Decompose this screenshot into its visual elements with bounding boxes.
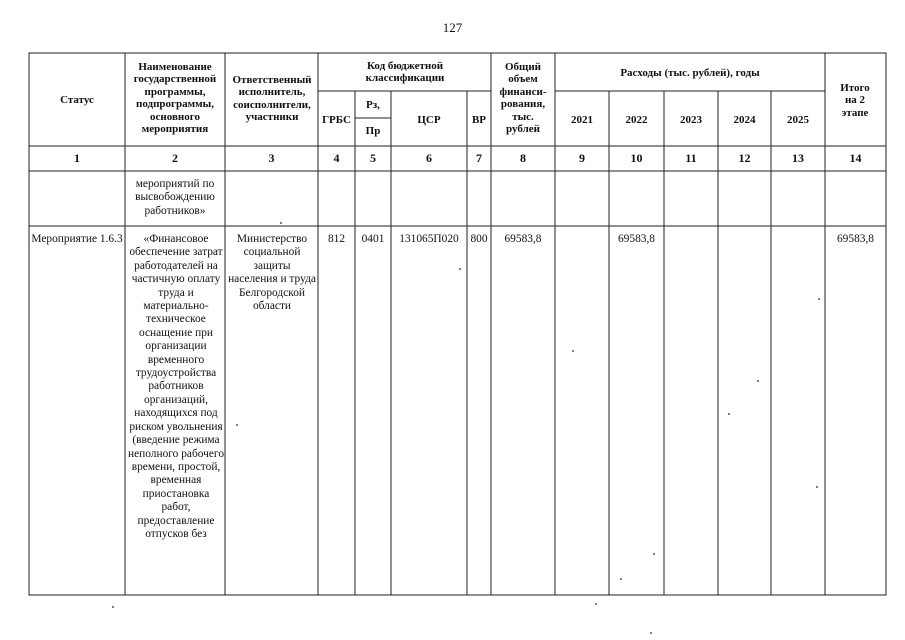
header-expenses: Расходы (тыс. рублей), годы bbox=[620, 67, 760, 79]
column-number: 4 bbox=[333, 151, 340, 165]
scan-speck bbox=[757, 380, 759, 382]
column-number: 5 bbox=[370, 151, 376, 165]
header-program-name: Наименование государственной программы, подпрограммы, основного мероприятия bbox=[133, 61, 217, 136]
header-vr: ВР bbox=[471, 114, 487, 126]
header-csr: ЦСР bbox=[417, 114, 441, 126]
header-grbs: ГРБС bbox=[322, 114, 351, 126]
column-number: 6 bbox=[426, 151, 432, 165]
column-number: 3 bbox=[268, 151, 275, 165]
scan-speck bbox=[620, 578, 622, 580]
column-number: 12 bbox=[738, 151, 751, 165]
column-number: 11 bbox=[685, 151, 697, 165]
scan-speck bbox=[650, 632, 652, 634]
scan-speck bbox=[728, 413, 730, 415]
header-stage-total: Итого на 2 этапе bbox=[840, 82, 870, 119]
row-rzpr: 0401 bbox=[361, 233, 385, 245]
scan-speck bbox=[236, 424, 238, 426]
column-number: 1 bbox=[74, 151, 80, 165]
scan-speck bbox=[595, 603, 597, 605]
row-csr: 131065П020 bbox=[399, 233, 459, 245]
header-pr: Пр bbox=[365, 125, 381, 137]
scan-speck bbox=[816, 486, 818, 488]
column-number: 14 bbox=[849, 151, 862, 165]
continuation-program-name: мероприятий по высвобождению работников» bbox=[135, 178, 215, 217]
column-number: 9 bbox=[579, 151, 585, 165]
row-vr: 800 bbox=[470, 233, 488, 245]
column-number: 8 bbox=[520, 151, 526, 165]
header-year-2024: 2024 bbox=[733, 114, 756, 126]
scan-speck bbox=[459, 268, 461, 270]
header-total-financing: Общий объем финанси-рования, тыс. рублей bbox=[499, 61, 547, 136]
header-year-2023: 2023 bbox=[680, 114, 702, 126]
scan-speck bbox=[653, 553, 655, 555]
scan-speck bbox=[818, 298, 820, 300]
row-total-financing: 69583,8 bbox=[504, 233, 542, 245]
header-status: Статус bbox=[60, 94, 94, 106]
header-year-2025: 2025 bbox=[787, 114, 809, 126]
row-grbs: 812 bbox=[327, 233, 346, 245]
column-number: 2 bbox=[172, 151, 178, 165]
row-responsible: Министерство социальной защиты населения и труда Белгородской области bbox=[228, 233, 316, 313]
header-rz: Рз, bbox=[366, 99, 380, 111]
column-number: 10 bbox=[630, 151, 643, 165]
header-year-2022: 2022 bbox=[625, 114, 648, 126]
header-responsible: Ответственный исполнитель, соисполнители, участники bbox=[232, 74, 312, 124]
column-number: 13 bbox=[792, 151, 804, 165]
row-year-2022: 69583,8 bbox=[617, 233, 656, 245]
row-stage-total: 69583,8 bbox=[836, 233, 875, 245]
row-status: Мероприятие 1.6.3 bbox=[31, 233, 123, 245]
page-number: 127 bbox=[442, 20, 463, 35]
scan-speck bbox=[112, 606, 114, 608]
row-program-name: «Финансовое обеспечение затрат работодателей на частичную оплату труда и материально-техническое оснащение при организации временного трудоустройства работников организаций, находящихся под риском увольнения (введение режима неполного рабочего времени, простой, временная приостановка работ, предоставление отпусков без bbox=[128, 233, 225, 540]
header-budget-code: Код бюджетной классификации bbox=[365, 60, 445, 85]
column-number: 7 bbox=[476, 151, 482, 165]
header-year-2021: 2021 bbox=[571, 114, 593, 126]
scan-speck bbox=[572, 350, 574, 352]
scan-speck bbox=[280, 222, 282, 224]
